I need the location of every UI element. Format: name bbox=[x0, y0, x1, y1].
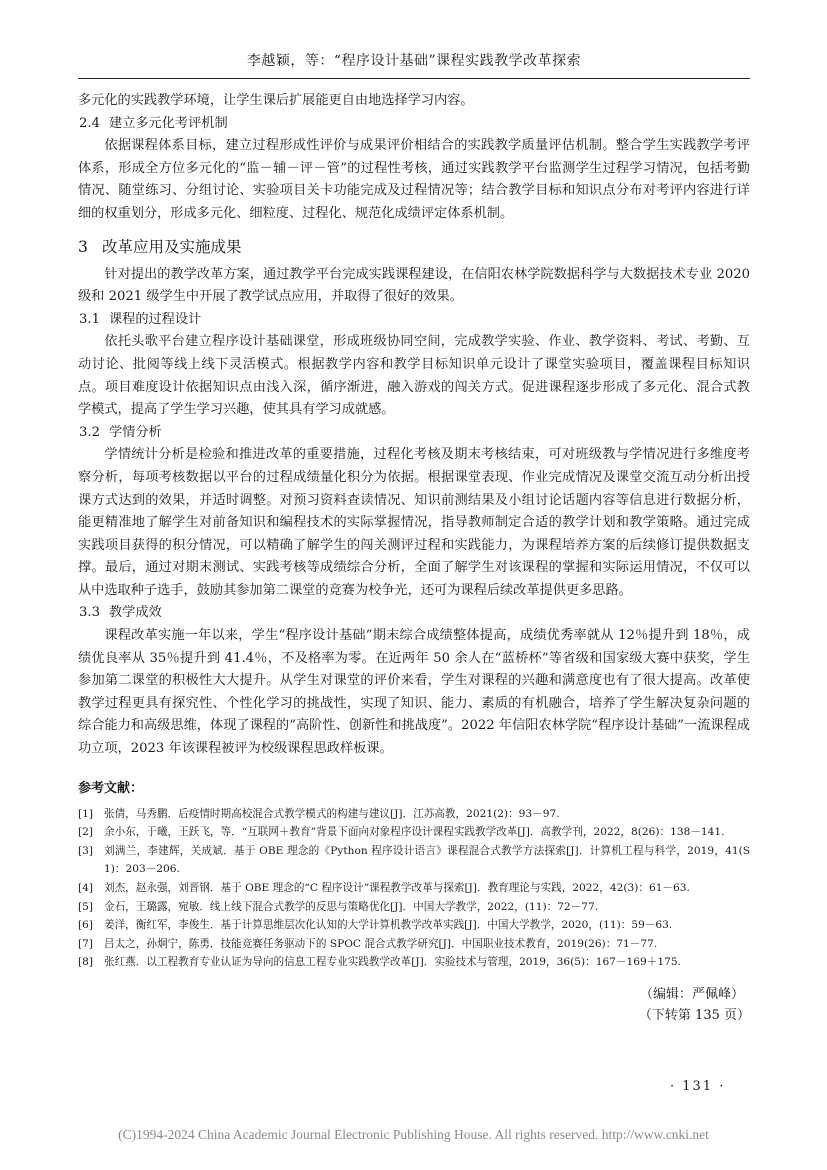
reference-index: [4] bbox=[78, 882, 94, 894]
running-header: 李越颖，等：“程序设计基础”课程实践教学改革探索 bbox=[246, 53, 582, 69]
reference-text: 张倩，马秀鹏．后疫情时期高校混合式教学模式的构建与建议[J]．江苏高教，2021(2)：93－97. bbox=[104, 807, 560, 820]
section-number: 3.2 bbox=[79, 424, 100, 440]
section-title: 教学成效 bbox=[109, 605, 162, 621]
paragraph-3-2: 学情统计分析是检验和推进改革的重要措施，过程化考核及期末考核结束，可对班级教与学情况进行多维度考察分析，每项考核数据以平台的过程成绩量化积分为依据。根据课堂表现、作业完成情况及课堂交流互动分析出授课方式达到的效果，并适时调整。对预习资料查读情况、知识前测结果及小组讨论话题内容等信息进行数据分析，能更精准地了解学生对前备知识和编程技术的实际掌握情况，指导教师制定合适的教学计划和教学策略。通过完成实践项目获得的积分情况，可以精确了解学生的闯关测评过程和实践能力，为课程培养方案的后续修订提供数据支撑。最后，通过对期末测试、实践考核等成绩综合分析，全面了解学生对该课程的掌握和实际运用情况，不仅可以从中选取种子选手，鼓励其参加第二课堂的竞赛为校争光，还可为课程后续改革提供更多思路。 bbox=[78, 447, 750, 598]
paragraph-3: 针对提出的教学改革方案，通过教学平台完成实践课程建设，在信阳农林学院数据科学与大数据技术专业 2020 级和 2021 级学生中开展了教学试点应用，并取得了很好的效果。 bbox=[78, 266, 750, 305]
reference-index: [8] bbox=[78, 956, 94, 969]
reference-item bbox=[78, 879, 750, 898]
section-heading-3-3 bbox=[78, 602, 750, 625]
paragraph-3-1: 依托头歌平台建立程序设计基础课堂，形成班级协同空间，完成教学实验、作业、教学资料、考试、考勤、互动讨论、批阅等线上线下灵活模式。根据教学内容和教学目标知识单元设计了课堂实验项目，覆盖课程目标知识点。项目难度设计依据知识点由浅入深，循序渐进，融入游戏的闯关方式。促进课程逐步形成了多元化、混合式教学模式，提高了学生学习兴趣，使其具有学习成就感。 bbox=[78, 334, 750, 418]
section-number: 3.3 bbox=[79, 605, 100, 621]
reference-index: [3] bbox=[78, 844, 94, 857]
reference-list bbox=[78, 805, 750, 972]
section-title: 学情分析 bbox=[109, 424, 162, 440]
reference-item bbox=[78, 916, 750, 935]
reference-item bbox=[78, 823, 750, 842]
reference-index: [1] bbox=[78, 807, 94, 820]
reference-text: 金石，王璐露，宛敏．线上线下混合式教学的反思与策略优化[J]．中国大学教学，2022，(11)：72－77. bbox=[104, 900, 599, 913]
section-number: 2.4 bbox=[79, 115, 100, 131]
article-body bbox=[78, 90, 750, 1026]
reference-text: 吕太之，孙炯宁，陈勇．技能竞赛任务驱动下的 SPOC 混合式教学研究[J]．中国职业技术教育，2019(26)：71－77. bbox=[104, 937, 658, 950]
reference-text: 张红燕．以工程教育专业认证为导向的信息工程专业实践教学改革[J]．实验技术与管理，2019，36(5)：167－169＋175. bbox=[104, 956, 681, 969]
reference-text: 刘满兰，李建辉，关成斌．基于 OBE 理念的《Python 程序设计语言》课程混合式教学方法探索[J]．计算机工程与科学，2019，41(S1)：203－206. bbox=[104, 844, 750, 876]
section-title: 课程的过程设计 bbox=[109, 311, 202, 327]
continued-note: （下转第 135 页） bbox=[638, 1007, 750, 1023]
section-heading-3-2 bbox=[78, 422, 750, 445]
references-title: 参考文献： bbox=[78, 780, 144, 796]
reference-index: [6] bbox=[78, 919, 94, 932]
section-number: 3 bbox=[78, 237, 88, 256]
reference-item bbox=[78, 898, 750, 917]
reference-index: [2] bbox=[78, 826, 94, 839]
paragraph-2-4: 依据课程体系目标，建立过程形成性评价与成果评价相结合的实践教学质量评估机制。整合学生实践教学考评体系，形成全方位多元化的“监－辅－评－管”的过程性考核，通过实践教学平台监测学生过程学习情况，包括考勤情况、随堂练习、分组讨论、实验项目关卡功能完成及过程情况等；结合教学目标和知识点分布对考评内容进行详细的权重划分，形成多元化、细粒度、过程化、规范化成绩评定体系机制。 bbox=[78, 138, 750, 221]
reference-item bbox=[78, 953, 750, 972]
reference-index: [5] bbox=[78, 900, 94, 913]
reference-text: 余小东，于曦，王跃飞，等．“互联网＋教育”背景下面向对象程序设计课程实践教学改革[J]．高教学刊，2022，8(26)：138－141. bbox=[104, 826, 725, 839]
editor-note: （编辑：严佩峰） bbox=[639, 986, 744, 1002]
reference-item bbox=[78, 805, 750, 824]
reference-item bbox=[78, 842, 750, 879]
section-heading-3-1 bbox=[78, 309, 750, 332]
paragraph-intro-tail: 多元化的实践教学环境，让学生课后扩展能更自由地选择学习内容。 bbox=[78, 93, 474, 108]
reference-text: 姜洋，衡红军，李俊生．基于计算思维层次化认知的大学计算机教学改革实践[J]．中国大学教学，2020，(11)：59－63. bbox=[104, 919, 673, 932]
copyright-footer: (C)1994-2024 China Academic Journal Electronic Publishing House. All rights reserved. http://www.cnki.net bbox=[118, 1127, 709, 1142]
section-heading-2-4 bbox=[78, 113, 750, 136]
section-title: 改革应用及实施成果 bbox=[102, 237, 242, 256]
header-rule bbox=[78, 78, 750, 79]
paragraph-3-3: 课程改革实施一年以来，学生“程序设计基础”期末综合成绩整体提高，成绩优秀率就从 12％提升到 18％，成绩优良率从 35％提升到 41.4％，不及格率为零。在近两年 50 余人在“蓝桥杯”等省级和国家级大赛中获奖，学生参加第二课堂的积极性大大提升。从学生对课堂的评价来看，学生对课程的兴趣和满意度也有了很大提高。改革使教学过程更具有探究性、个性化学习的挑战性，实现了知识、能力、素质的有机融合，培养了学生解决复杂问题的综合能力和高级思维，体现了课程的“高阶性、创新性和挑战度”。2022 年信阳农林学院“程序设计基础”一流课程成功立项，2023 年该课程被评为校级课程思政样板课。 bbox=[78, 628, 750, 757]
reference-item bbox=[78, 935, 750, 954]
section-number: 3.1 bbox=[79, 311, 100, 327]
section-heading-3 bbox=[78, 232, 750, 262]
section-title: 建立多元化考评机制 bbox=[109, 115, 228, 131]
reference-index: [7] bbox=[78, 937, 94, 950]
reference-text: 刘杰，赵永强，刘晋钢．基于 OBE 理念的“C 程序设计”课程教学改革与探索[J]．教育理论与实践，2022，42(3)：61－63. bbox=[104, 882, 690, 894]
page-number: · 131 · bbox=[670, 1079, 726, 1094]
